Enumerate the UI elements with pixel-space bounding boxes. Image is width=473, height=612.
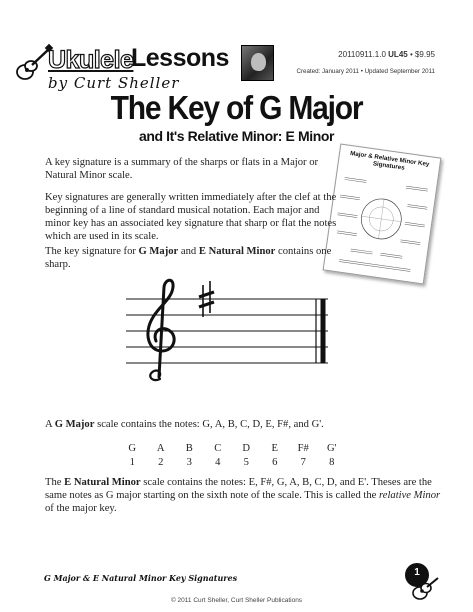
footer-copyright: © 2011 Curt Sheller, Curt Sheller Publications (170, 597, 303, 604)
page-number: 1 (414, 567, 420, 578)
logo-byline: by Curt Sheller (48, 74, 180, 92)
author-face (251, 53, 266, 71)
page-title: The Key of G Major (110, 89, 363, 127)
scale-notes-row (118, 442, 346, 456)
document-code: 20110911.1.0 UL45 • $9.95 (338, 50, 435, 59)
logo (14, 38, 244, 96)
text-run: contains one sharp. (45, 246, 332, 270)
logo-lessons-text: Lessons (131, 44, 229, 72)
scale-note: F# (297, 443, 309, 454)
emphasis-relative-minor: relative Minor (379, 490, 441, 501)
text-run: A (45, 419, 55, 430)
code-number: 20110911.1.0 (338, 50, 386, 59)
scale-degrees-row (118, 456, 346, 470)
scale-degree: 4 (215, 457, 221, 468)
page-subtitle: and It's Relative Minor: E Minor (138, 128, 335, 144)
logo-ukulele-text: Ukulele (48, 46, 134, 74)
author-photo (241, 45, 274, 81)
scale-degree-table (118, 442, 346, 470)
scale-degree: 8 (329, 457, 335, 468)
key-signature-thumbnail (323, 144, 442, 285)
text-run: and (178, 246, 199, 257)
circle-of-fifths-graphic (324, 145, 441, 284)
scale-note: B (185, 443, 193, 454)
scale-note: G (128, 443, 137, 454)
scale-note: G' (326, 443, 337, 454)
thumbnail-title: Major & Relative Minor Key Signatures (349, 150, 430, 172)
scale-note: C (214, 443, 222, 454)
paragraph-key-signature-g-major (33, 245, 338, 271)
scale-note: E (271, 443, 278, 454)
scale-note: A (156, 443, 165, 454)
text-run: of the major key. (45, 503, 117, 514)
paragraph-g-major-scale (33, 418, 353, 431)
text-run: The (45, 477, 65, 488)
scale-degree: 1 (129, 457, 135, 468)
paragraph-key-signature-definition: A key signature is a summary of the sharps or flats in a Major or Natural Minor scale. (45, 157, 319, 181)
text-run: scale contains the notes: G, A, B, C, D, E, F#, and G'. (94, 419, 324, 430)
paragraph-key-signature-placement: Key signatures are generally written immediately after the clef at the beginning of a line of standard musical notation. Each major and minor key has an associated key signature that sharp or flat the notes which are used in its scale. (45, 192, 337, 242)
scale-degree: 3 (186, 457, 192, 468)
scale-degree: 5 (243, 457, 249, 468)
key-signature-staff (126, 275, 332, 390)
emphasis-e-natural-minor: E Natural Minor (64, 477, 141, 488)
emphasis-g-major: G Major (54, 419, 95, 430)
emphasis-g-major: G Major (138, 246, 179, 257)
catalog-number: UL45 (388, 50, 408, 59)
scale-degree: 2 (158, 457, 164, 468)
scale-note: D (242, 443, 251, 454)
text-run: The key signature for (45, 246, 139, 257)
paragraph-e-natural-minor-scale (33, 476, 443, 515)
scale-degree: 6 (272, 457, 278, 468)
scale-degree: 7 (300, 457, 306, 468)
document-dates: Created: January 2011 • Updated September 2011 (296, 68, 435, 75)
emphasis-e-natural-minor: E Natural Minor (198, 246, 276, 257)
text-run: scale contains the notes: E, F#, G, A, B, C, D, and E'. Theses are the same notes as G major starting on the sixth note of the scale. This is called the (45, 477, 432, 501)
treble-clef-icon (148, 280, 174, 380)
footer-title: G Major & E Natural Minor Key Signatures (44, 573, 238, 583)
price: $9.95 (414, 50, 435, 59)
